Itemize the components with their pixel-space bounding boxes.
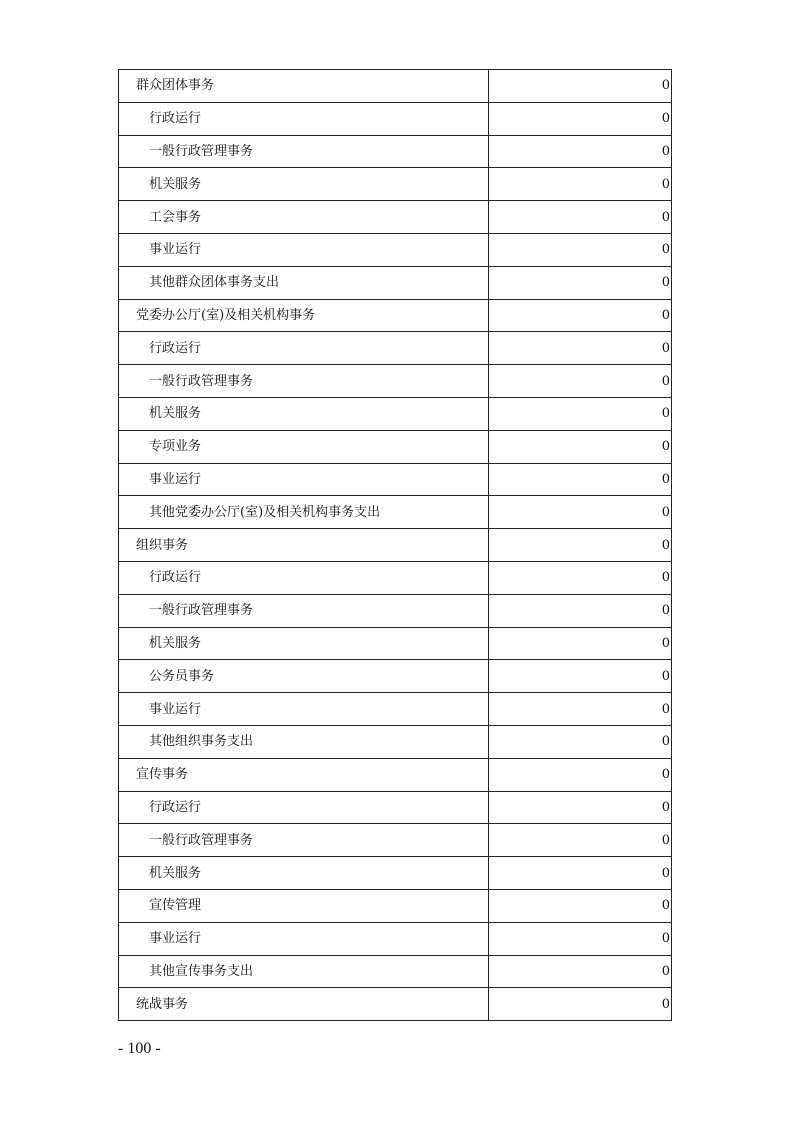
amount-cell: 0 [489,660,672,693]
item-name: 行政运行 [149,570,202,586]
page-number: - 100 - [118,1040,161,1057]
subcategory-row [119,725,672,758]
amount-cell: 0 [489,70,672,103]
item-name-cell [119,430,489,463]
item-name-cell [119,496,489,529]
amount-cell: 0 [489,889,672,922]
item-name-cell [119,758,489,791]
item-name-cell [119,791,489,824]
category-row [119,299,672,332]
amount-cell: 0 [489,758,672,791]
item-name: 一般行政管理事务 [149,143,254,159]
item-name: 行政运行 [149,340,202,356]
amount-cell: 0 [489,988,672,1021]
item-name-cell [119,693,489,726]
subcategory-row [119,365,672,398]
item-name: 机关服务 [149,176,202,192]
amount-cell: 0 [489,725,672,758]
item-name-cell [119,70,489,103]
subcategory-row [119,233,672,266]
item-name: 其他宣传事务支出 [149,963,254,979]
item-name: 工会事务 [149,209,202,225]
amount-cell: 0 [489,233,672,266]
amount-cell: 0 [489,922,672,955]
item-name: 行政运行 [149,799,202,815]
subcategory-row [119,791,672,824]
subcategory-row [119,955,672,988]
subcategory-row [119,660,672,693]
item-name-cell [119,365,489,398]
item-name-cell [119,594,489,627]
category-row [119,758,672,791]
item-name: 宣传事务 [136,767,189,783]
item-name: 事业运行 [149,931,202,947]
item-name-cell [119,660,489,693]
item-name: 群众团体事务 [136,78,215,94]
item-name: 行政运行 [149,111,202,127]
item-name: 一般行政管理事务 [149,373,254,389]
item-name-cell [119,135,489,168]
subcategory-row [119,693,672,726]
subcategory-row [119,397,672,430]
item-name-cell [119,955,489,988]
amount-cell: 0 [489,594,672,627]
item-name-cell [119,922,489,955]
item-name: 公务员事务 [149,668,215,684]
subcategory-row [119,922,672,955]
item-name-cell [119,889,489,922]
amount-cell: 0 [489,365,672,398]
amount-cell: 0 [489,496,672,529]
item-name-cell [119,299,489,332]
item-name-cell [119,266,489,299]
amount-cell: 0 [489,102,672,135]
item-name: 党委办公厅(室)及相关机构事务 [136,307,316,323]
amount-cell: 0 [489,266,672,299]
item-name-cell [119,397,489,430]
item-name: 其他组织事务支出 [149,734,254,750]
item-name: 统战事务 [136,996,189,1012]
amount-cell: 0 [489,135,672,168]
amount-cell: 0 [489,824,672,857]
amount-cell: 0 [489,332,672,365]
subcategory-row [119,201,672,234]
item-name: 机关服务 [149,865,202,881]
item-name-cell [119,824,489,857]
item-name: 专项业务 [149,439,202,455]
item-name: 一般行政管理事务 [149,603,254,619]
item-name: 组织事务 [136,537,189,553]
item-name-cell [119,725,489,758]
subcategory-row [119,168,672,201]
item-name: 事业运行 [149,242,202,258]
item-name: 事业运行 [149,471,202,487]
amount-cell: 0 [489,561,672,594]
amount-cell: 0 [489,791,672,824]
amount-cell: 0 [489,955,672,988]
item-name: 其他党委办公厅(室)及相关机构事务支出 [149,504,381,520]
amount-cell: 0 [489,693,672,726]
item-name-cell [119,857,489,890]
subcategory-row [119,889,672,922]
item-name: 事业运行 [149,701,202,717]
item-name-cell [119,233,489,266]
subcategory-row [119,135,672,168]
amount-cell: 0 [489,201,672,234]
subcategory-row [119,594,672,627]
item-name-cell [119,529,489,562]
item-name-cell [119,102,489,135]
subcategory-row [119,463,672,496]
subcategory-row [119,824,672,857]
amount-cell: 0 [489,627,672,660]
subcategory-row [119,430,672,463]
category-row [119,988,672,1021]
subcategory-row [119,857,672,890]
item-name-cell [119,168,489,201]
item-name: 其他群众团体事务支出 [149,275,280,291]
expenditure-table [118,69,672,1021]
amount-cell: 0 [489,168,672,201]
item-name: 宣传管理 [149,898,202,914]
category-row [119,70,672,103]
amount-cell: 0 [489,430,672,463]
amount-cell: 0 [489,397,672,430]
subcategory-row [119,561,672,594]
subcategory-row [119,627,672,660]
item-name-cell [119,988,489,1021]
item-name-cell [119,561,489,594]
subcategory-row [119,266,672,299]
amount-cell: 0 [489,529,672,562]
table-body [119,70,672,1021]
subcategory-row [119,332,672,365]
item-name: 机关服务 [149,406,202,422]
subcategory-row [119,102,672,135]
item-name: 一般行政管理事务 [149,832,254,848]
item-name-cell [119,201,489,234]
amount-cell: 0 [489,857,672,890]
item-name: 机关服务 [149,635,202,651]
category-row [119,529,672,562]
amount-cell: 0 [489,299,672,332]
amount-cell: 0 [489,463,672,496]
item-name-cell [119,627,489,660]
item-name-cell [119,332,489,365]
subcategory-row [119,496,672,529]
item-name-cell [119,463,489,496]
